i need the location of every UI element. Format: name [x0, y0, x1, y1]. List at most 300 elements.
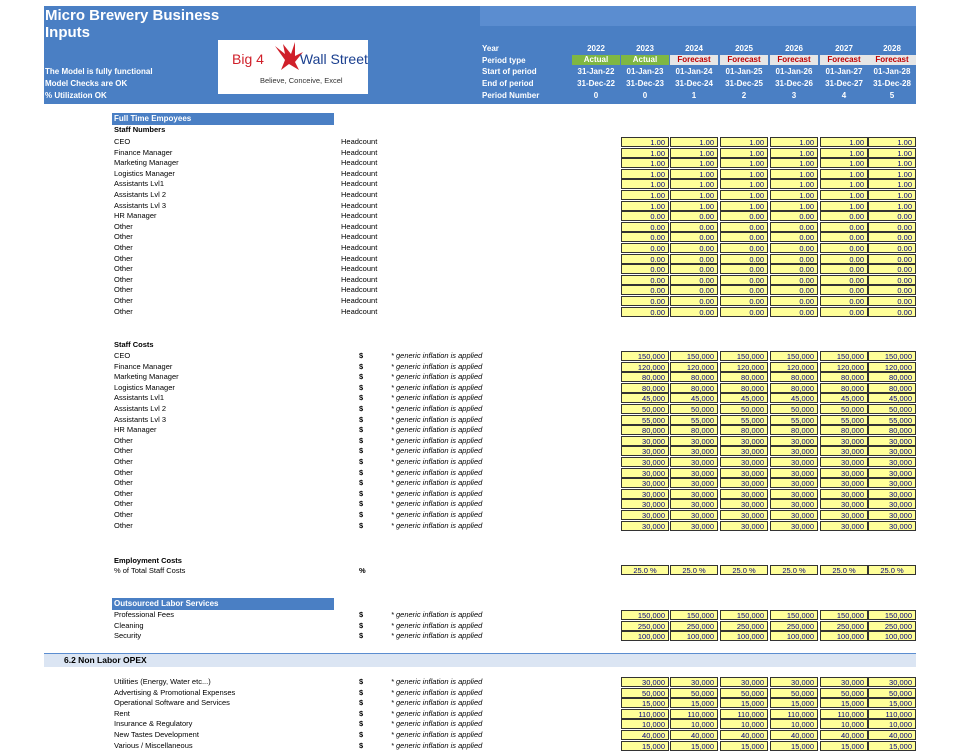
headcount-input-cell[interactable]: 0.00 [820, 285, 868, 295]
staff-cost-input-cell[interactable]: 80,000 [868, 383, 916, 393]
headcount-input-cell[interactable]: 1.00 [670, 190, 718, 200]
headcount-input-cell[interactable]: 0.00 [820, 211, 868, 221]
headcount-input-cell[interactable]: 0.00 [770, 254, 818, 264]
outsourced-input-cell[interactable]: 150,000 [720, 610, 768, 620]
employment-cost-input-cell[interactable]: 25.0 % [621, 565, 669, 575]
outsourced-input-cell[interactable]: 150,000 [770, 610, 818, 620]
inflation-note: * generic inflation is applied [391, 382, 483, 392]
end-date-cell: 31-Dec-28 [873, 79, 911, 88]
staff-cost-input-cell[interactable]: 150,000 [670, 351, 718, 361]
staff-cost-input-cell[interactable]: 80,000 [720, 372, 768, 382]
opex-input-cell[interactable]: 15,000 [670, 698, 718, 708]
headcount-input-cell[interactable]: 1.00 [670, 201, 718, 211]
staff-cost-input-cell[interactable]: 55,000 [770, 415, 818, 425]
headcount-input-cell[interactable]: 0.00 [670, 222, 718, 232]
opex-input-cell[interactable]: 15,000 [820, 741, 868, 751]
staff-cost-input-cell[interactable]: 30,000 [670, 457, 718, 467]
outsourced-input-cell[interactable]: 250,000 [820, 621, 868, 631]
staff-cost-input-cell[interactable]: 150,000 [820, 351, 868, 361]
opex-input-cell[interactable]: 15,000 [868, 741, 916, 751]
opex-input-cell[interactable]: 50,000 [621, 688, 669, 698]
opex-input-cell[interactable]: 15,000 [868, 698, 916, 708]
opex-input-cell[interactable]: 15,000 [720, 741, 768, 751]
employment-cost-input-cell[interactable]: 25.0 % [868, 565, 916, 575]
staff-cost-input-cell[interactable]: 30,000 [720, 499, 768, 509]
opex-input-cell[interactable]: 10,000 [621, 719, 669, 729]
employment-cost-input-cell[interactable]: 25.0 % [720, 565, 768, 575]
staff-cost-input-cell[interactable]: 30,000 [670, 468, 718, 478]
headcount-input-cell[interactable]: 0.00 [720, 296, 768, 306]
headcount-input-cell[interactable]: 1.00 [820, 201, 868, 211]
headcount-input-cell[interactable]: 1.00 [770, 190, 818, 200]
staff-cost-input-cell[interactable]: 30,000 [868, 499, 916, 509]
staff-cost-input-cell[interactable]: 30,000 [770, 457, 818, 467]
staff-cost-input-cell[interactable]: 120,000 [621, 362, 669, 372]
staff-cost-input-cell[interactable]: 45,000 [868, 393, 916, 403]
headcount-input-cell[interactable]: 1.00 [868, 169, 916, 179]
headcount-input-cell[interactable]: 0.00 [720, 254, 768, 264]
staff-cost-input-cell[interactable]: 30,000 [720, 468, 768, 478]
staff-cost-input-cell[interactable]: 80,000 [621, 383, 669, 393]
staff-cost-input-cell[interactable]: 80,000 [670, 425, 718, 435]
staff-cost-input-cell[interactable]: 80,000 [820, 383, 868, 393]
headcount-input-cell[interactable]: 1.00 [670, 148, 718, 158]
headcount-input-cell[interactable]: 1.00 [621, 148, 669, 158]
staff-cost-input-cell[interactable]: 30,000 [670, 446, 718, 456]
headcount-input-cell[interactable]: 0.00 [670, 232, 718, 242]
headcount-input-cell[interactable]: 1.00 [868, 190, 916, 200]
headcount-input-cell[interactable]: 0.00 [770, 232, 818, 242]
opex-input-cell[interactable]: 30,000 [621, 677, 669, 687]
headcount-input-cell[interactable]: 0.00 [868, 285, 916, 295]
headcount-input-cell[interactable]: 0.00 [820, 254, 868, 264]
opex-input-cell[interactable]: 30,000 [820, 677, 868, 687]
staff-cost-input-cell[interactable]: 30,000 [868, 521, 916, 531]
period-type-cell: Forecast [670, 55, 718, 65]
opex-input-cell[interactable]: 40,000 [621, 730, 669, 740]
headcount-input-cell[interactable]: 0.00 [621, 211, 669, 221]
headcount-input-cell[interactable]: 1.00 [868, 179, 916, 189]
inflation-note: * generic inflation is applied [391, 510, 483, 519]
headcount-input-cell[interactable]: 0.00 [770, 307, 818, 317]
staff-cost-input-cell[interactable]: 30,000 [670, 510, 718, 520]
staff-cost-input-cell[interactable]: 45,000 [670, 393, 718, 403]
staff-cost-input-cell[interactable]: 50,000 [720, 404, 768, 414]
staff-cost-input-cell[interactable]: 30,000 [868, 510, 916, 520]
period-type-cell: Actual [621, 55, 669, 65]
staff-cost-input-cell[interactable]: 30,000 [670, 478, 718, 488]
headcount-input-cell[interactable]: 0.00 [770, 296, 818, 306]
headcount-input-cell[interactable]: 0.00 [720, 307, 768, 317]
headcount-input-cell[interactable]: 0.00 [770, 211, 818, 221]
opex-input-cell[interactable]: 40,000 [670, 730, 718, 740]
staff-cost-input-cell[interactable]: 45,000 [720, 393, 768, 403]
opex-input-cell[interactable]: 30,000 [720, 677, 768, 687]
staff-cost-input-cell[interactable]: 80,000 [770, 425, 818, 435]
staff-cost-input-cell[interactable]: 55,000 [670, 415, 718, 425]
headcount-input-cell[interactable]: 0.00 [820, 264, 868, 274]
headcount-input-cell[interactable]: 0.00 [720, 222, 768, 232]
currency-symbol: $ [359, 467, 364, 477]
employment-cost-input-cell[interactable]: 25.0 % [820, 565, 868, 575]
opex-input-cell[interactable]: 50,000 [820, 688, 868, 698]
outsourced-input-cell[interactable]: 150,000 [868, 610, 916, 620]
staff-cost-input-cell[interactable]: 120,000 [820, 362, 868, 372]
staff-cost-input-cell[interactable]: 30,000 [868, 436, 916, 446]
staff-cost-input-cell[interactable]: 30,000 [720, 436, 768, 446]
opex-input-cell[interactable]: 15,000 [770, 698, 818, 708]
headcount-input-cell[interactable]: 0.00 [670, 211, 718, 221]
headcount-input-cell[interactable]: 0.00 [868, 232, 916, 242]
staff-cost-input-cell[interactable]: 45,000 [820, 393, 868, 403]
headcount-input-cell[interactable]: 0.00 [868, 307, 916, 317]
employment-cost-input-cell[interactable]: 25.0 % [770, 565, 818, 575]
headcount-input-cell[interactable]: 1.00 [720, 158, 768, 168]
staff-cost-input-cell[interactable]: 30,000 [868, 489, 916, 499]
staff-cost-input-cell[interactable]: 80,000 [621, 425, 669, 435]
currency-symbol: $ [359, 382, 364, 392]
headcount-input-cell[interactable]: 0.00 [621, 232, 669, 242]
headcount-input-cell[interactable]: 0.00 [770, 285, 818, 295]
staff-cost-input-cell[interactable]: 50,000 [670, 404, 718, 414]
staff-cost-input-cell[interactable]: 30,000 [670, 489, 718, 499]
headcount-input-cell[interactable]: 0.00 [720, 275, 768, 285]
outsourced-input-cell[interactable]: 100,000 [770, 631, 818, 641]
staff-cost-input-cell[interactable]: 150,000 [720, 351, 768, 361]
staff-cost-input-cell[interactable]: 30,000 [770, 499, 818, 509]
headcount-input-cell[interactable]: 1.00 [770, 158, 818, 168]
start-date-cell: 01-Jan-24 [675, 67, 713, 76]
headcount-input-cell[interactable]: 0.00 [621, 222, 669, 232]
opex-input-cell[interactable]: 110,000 [621, 709, 669, 719]
headcount-input-cell[interactable]: 0.00 [720, 243, 768, 253]
staff-cost-row-label: Other [114, 499, 133, 509]
staff-cost-input-cell[interactable]: 80,000 [720, 383, 768, 393]
headcount-input-cell[interactable]: 0.00 [621, 254, 669, 264]
staff-cost-input-cell[interactable]: 150,000 [621, 351, 669, 361]
opex-input-cell[interactable]: 110,000 [720, 709, 768, 719]
staff-cost-input-cell[interactable]: 30,000 [820, 499, 868, 509]
staff-cost-input-cell[interactable]: 80,000 [820, 425, 868, 435]
headcount-input-cell[interactable]: 0.00 [868, 254, 916, 264]
staff-cost-input-cell[interactable]: 30,000 [621, 457, 669, 467]
staff-cost-input-cell[interactable]: 30,000 [868, 478, 916, 488]
staff-cost-input-cell[interactable]: 150,000 [868, 351, 916, 361]
headcount-input-cell[interactable]: 1.00 [720, 169, 768, 179]
start-period-label: Start of period [482, 67, 537, 76]
headcount-input-cell[interactable]: 0.00 [868, 275, 916, 285]
headcount-input-cell[interactable]: 1.00 [820, 179, 868, 189]
staff-cost-input-cell[interactable]: 120,000 [720, 362, 768, 372]
staff-cost-input-cell[interactable]: 120,000 [770, 362, 818, 372]
headcount-input-cell[interactable]: 1.00 [621, 190, 669, 200]
staff-cost-input-cell[interactable]: 50,000 [868, 404, 916, 414]
headcount-input-cell[interactable]: 0.00 [820, 243, 868, 253]
currency-symbol: $ [359, 435, 364, 445]
outsourced-input-cell[interactable]: 100,000 [670, 631, 718, 641]
outsourced-input-cell[interactable]: 250,000 [670, 621, 718, 631]
headcount-input-cell[interactable]: 1.00 [670, 169, 718, 179]
staff-cost-input-cell[interactable]: 80,000 [868, 425, 916, 435]
staff-cost-input-cell[interactable]: 30,000 [820, 510, 868, 520]
headcount-input-cell[interactable]: 0.00 [621, 275, 669, 285]
staff-cost-input-cell[interactable]: 30,000 [720, 510, 768, 520]
outsourced-row-label: Security [114, 631, 142, 641]
opex-input-cell[interactable]: 15,000 [621, 698, 669, 708]
headcount-input-cell[interactable]: 0.00 [820, 296, 868, 306]
staff-cost-input-cell[interactable]: 30,000 [670, 436, 718, 446]
opex-input-cell[interactable]: 10,000 [720, 719, 768, 729]
opex-input-cell[interactable]: 15,000 [820, 698, 868, 708]
staff-cost-input-cell[interactable]: 50,000 [770, 404, 818, 414]
headcount-input-cell[interactable]: 0.00 [670, 296, 718, 306]
staff-cost-input-cell[interactable]: 80,000 [670, 383, 718, 393]
opex-input-cell[interactable]: 110,000 [820, 709, 868, 719]
headcount-input-cell[interactable]: 1.00 [868, 201, 916, 211]
currency-symbol: $ [359, 457, 364, 466]
opex-input-cell[interactable]: 50,000 [770, 688, 818, 698]
opex-input-cell[interactable]: 15,000 [770, 741, 818, 751]
staff-cost-input-cell[interactable]: 30,000 [820, 468, 868, 478]
staff-cost-input-cell[interactable]: 80,000 [820, 372, 868, 382]
headcount-input-cell[interactable]: 1.00 [770, 201, 818, 211]
staff-cost-input-cell[interactable]: 30,000 [720, 478, 768, 488]
headcount-input-cell[interactable]: 1.00 [720, 201, 768, 211]
opex-input-cell[interactable]: 110,000 [868, 709, 916, 719]
headcount-input-cell[interactable]: 0.00 [670, 307, 718, 317]
opex-row-label: Various / Miscellaneous [114, 740, 193, 750]
currency-symbol: $ [359, 404, 364, 413]
headcount-input-cell[interactable]: 1.00 [720, 190, 768, 200]
headcount-input-cell[interactable]: 1.00 [621, 201, 669, 211]
headcount-input-cell[interactable]: 1.00 [820, 190, 868, 200]
staff-cost-input-cell[interactable]: 30,000 [820, 478, 868, 488]
staff-cost-input-cell[interactable]: 80,000 [770, 372, 818, 382]
headcount-input-cell[interactable]: 1.00 [720, 179, 768, 189]
headcount-input-cell[interactable]: 1.00 [820, 169, 868, 179]
staff-cost-input-cell[interactable]: 30,000 [621, 446, 669, 456]
headcount-input-cell[interactable]: 0.00 [720, 264, 768, 274]
staff-cost-input-cell[interactable]: 30,000 [770, 510, 818, 520]
headcount-input-cell[interactable]: 0.00 [621, 243, 669, 253]
opex-input-cell[interactable]: 10,000 [670, 719, 718, 729]
staff-cost-input-cell[interactable]: 80,000 [720, 425, 768, 435]
staff-cost-input-cell[interactable]: 30,000 [770, 521, 818, 531]
outsourced-input-cell[interactable]: 250,000 [868, 621, 916, 631]
staff-cost-input-cell[interactable]: 80,000 [670, 372, 718, 382]
outsourced-input-cell[interactable]: 150,000 [820, 610, 868, 620]
opex-input-cell[interactable]: 50,000 [720, 688, 768, 698]
outsourced-input-cell[interactable]: 150,000 [670, 610, 718, 620]
headcount-input-cell[interactable]: 0.00 [820, 222, 868, 232]
outsourced-input-cell[interactable]: 150,000 [621, 610, 669, 620]
staff-cost-input-cell[interactable]: 80,000 [868, 372, 916, 382]
staff-cost-input-cell[interactable]: 80,000 [621, 372, 669, 382]
headcount-input-cell[interactable]: 0.00 [820, 275, 868, 285]
headcount-input-cell[interactable]: 1.00 [770, 137, 818, 147]
opex-input-cell[interactable]: 30,000 [670, 677, 718, 687]
headcount-input-cell[interactable]: 0.00 [720, 285, 768, 295]
headcount-input-cell[interactable]: 0.00 [621, 264, 669, 274]
headcount-input-cell[interactable]: 1.00 [770, 148, 818, 158]
headcount-input-cell[interactable]: 1.00 [868, 158, 916, 168]
opex-input-cell[interactable]: 110,000 [770, 709, 818, 719]
headcount-input-cell[interactable]: 0.00 [670, 275, 718, 285]
period-type-label: Period type [482, 56, 526, 65]
opex-input-cell[interactable]: 50,000 [670, 688, 718, 698]
staff-cost-input-cell[interactable]: 30,000 [720, 446, 768, 456]
outsourced-input-cell[interactable]: 100,000 [621, 631, 669, 641]
staff-cost-input-cell[interactable]: 45,000 [770, 393, 818, 403]
headcount-input-cell[interactable]: 0.00 [621, 307, 669, 317]
headcount-input-cell[interactable]: 0.00 [868, 211, 916, 221]
staff-cost-input-cell[interactable]: 55,000 [820, 415, 868, 425]
headcount-input-cell[interactable]: 1.00 [621, 179, 669, 189]
outsourced-input-cell[interactable]: 250,000 [720, 621, 768, 631]
period-number-cell: 5 [889, 91, 895, 100]
outsourced-input-cell[interactable]: 100,000 [820, 631, 868, 641]
headcount-input-cell[interactable]: 0.00 [820, 232, 868, 242]
opex-input-cell[interactable]: 10,000 [868, 719, 916, 729]
headcount-input-cell[interactable]: 0.00 [770, 264, 818, 274]
headcount-input-cell[interactable]: 0.00 [868, 264, 916, 274]
headcount-input-cell[interactable]: 0.00 [770, 243, 818, 253]
headcount-input-cell[interactable]: 0.00 [720, 232, 768, 242]
percent-unit: % [359, 566, 366, 575]
staff-cost-input-cell[interactable]: 55,000 [868, 415, 916, 425]
headcount-input-cell[interactable]: 0.00 [670, 254, 718, 264]
staff-cost-input-cell[interactable]: 30,000 [621, 436, 669, 446]
headcount-input-cell[interactable]: 0.00 [621, 296, 669, 306]
headcount-input-cell[interactable]: 0.00 [820, 307, 868, 317]
opex-input-cell[interactable]: 40,000 [770, 730, 818, 740]
logo-tagline: Believe, Conceive, Excel [260, 76, 343, 85]
staff-cost-input-cell[interactable]: 30,000 [868, 457, 916, 467]
headcount-input-cell[interactable]: 1.00 [670, 137, 718, 147]
headcount-input-cell[interactable]: 0.00 [868, 222, 916, 232]
staff-cost-input-cell[interactable]: 30,000 [621, 499, 669, 509]
currency-symbol: $ [359, 610, 364, 619]
staff-cost-input-cell[interactable]: 30,000 [670, 499, 718, 509]
opex-input-cell[interactable]: 30,000 [868, 677, 916, 687]
headcount-input-cell[interactable]: 1.00 [820, 148, 868, 158]
headcount-input-cell[interactable]: 0.00 [868, 243, 916, 253]
staff-cost-input-cell[interactable]: 30,000 [868, 468, 916, 478]
staff-cost-input-cell[interactable]: 30,000 [868, 446, 916, 456]
period-number-cell: 3 [791, 91, 797, 100]
outsourced-input-cell[interactable]: 100,000 [720, 631, 768, 641]
staff-cost-input-cell[interactable]: 30,000 [770, 436, 818, 446]
headcount-input-cell[interactable]: 1.00 [770, 169, 818, 179]
headcount-unit: Headcount [341, 274, 378, 284]
staff-cost-input-cell[interactable]: 50,000 [820, 404, 868, 414]
staff-cost-input-cell[interactable]: 30,000 [621, 510, 669, 520]
staff-cost-input-cell[interactable]: 30,000 [670, 521, 718, 531]
headcount-input-cell[interactable]: 0.00 [670, 264, 718, 274]
opex-input-cell[interactable]: 15,000 [720, 698, 768, 708]
opex-input-cell[interactable]: 50,000 [868, 688, 916, 698]
staff-cost-input-cell[interactable]: 30,000 [720, 521, 768, 531]
outsourced-input-cell[interactable]: 250,000 [770, 621, 818, 631]
opex-input-cell[interactable]: 15,000 [670, 741, 718, 751]
headcount-input-cell[interactable]: 1.00 [621, 169, 669, 179]
staff-cost-input-cell[interactable]: 55,000 [621, 415, 669, 425]
company-logo [218, 40, 368, 94]
opex-input-cell[interactable]: 40,000 [868, 730, 916, 740]
headcount-input-cell[interactable]: 1.00 [621, 137, 669, 147]
headcount-input-cell[interactable]: 1.00 [820, 158, 868, 168]
headcount-input-cell[interactable]: 0.00 [720, 211, 768, 221]
headcount-input-cell[interactable]: 1.00 [770, 179, 818, 189]
staff-cost-input-cell[interactable]: 50,000 [621, 404, 669, 414]
outsourced-input-cell[interactable]: 100,000 [868, 631, 916, 641]
staff-cost-input-cell[interactable]: 30,000 [770, 478, 818, 488]
headcount-row-label: Other [114, 285, 133, 295]
headcount-input-cell[interactable]: 1.00 [868, 137, 916, 147]
staff-cost-input-cell[interactable]: 30,000 [820, 489, 868, 499]
staff-cost-input-cell[interactable]: 30,000 [820, 521, 868, 531]
staff-cost-input-cell[interactable]: 30,000 [820, 446, 868, 456]
outsourced-row-label: Cleaning [114, 620, 144, 630]
headcount-input-cell[interactable]: 0.00 [770, 275, 818, 285]
staff-cost-input-cell[interactable]: 30,000 [621, 478, 669, 488]
staff-cost-input-cell[interactable]: 30,000 [720, 457, 768, 467]
opex-input-cell[interactable]: 40,000 [720, 730, 768, 740]
staff-cost-input-cell[interactable]: 30,000 [770, 489, 818, 499]
staff-cost-input-cell[interactable]: 30,000 [770, 468, 818, 478]
staff-cost-input-cell[interactable]: 80,000 [770, 383, 818, 393]
staff-cost-input-cell[interactable]: 30,000 [820, 457, 868, 467]
opex-input-cell[interactable]: 40,000 [820, 730, 868, 740]
opex-row-label: Insurance & Regulatory [114, 719, 193, 729]
staff-cost-input-cell[interactable]: 45,000 [621, 393, 669, 403]
headcount-input-cell[interactable]: 1.00 [720, 137, 768, 147]
outsourced-input-cell[interactable]: 250,000 [621, 621, 669, 631]
opex-input-cell[interactable]: 30,000 [770, 677, 818, 687]
staff-cost-input-cell[interactable]: 30,000 [720, 489, 768, 499]
employment-costs-title: Employment Costs [114, 556, 182, 565]
opex-input-cell[interactable]: 10,000 [820, 719, 868, 729]
staff-cost-input-cell[interactable]: 30,000 [770, 446, 818, 456]
staff-cost-input-cell[interactable]: 150,000 [770, 351, 818, 361]
headcount-input-cell[interactable]: 1.00 [670, 158, 718, 168]
headcount-unit: Headcount [341, 168, 378, 178]
headcount-input-cell[interactable]: 0.00 [868, 296, 916, 306]
staff-cost-input-cell[interactable]: 55,000 [720, 415, 768, 425]
headcount-input-cell[interactable]: 1.00 [868, 148, 916, 158]
headcount-input-cell[interactable]: 0.00 [770, 222, 818, 232]
opex-input-cell[interactable]: 110,000 [670, 709, 718, 719]
headcount-input-cell[interactable]: 1.00 [621, 158, 669, 168]
headcount-input-cell[interactable]: 1.00 [820, 137, 868, 147]
opex-input-cell[interactable]: 10,000 [770, 719, 818, 729]
headcount-input-cell[interactable]: 1.00 [720, 148, 768, 158]
headcount-input-cell[interactable]: 0.00 [670, 285, 718, 295]
staff-cost-input-cell[interactable]: 120,000 [670, 362, 718, 372]
headcount-input-cell[interactable]: 0.00 [621, 285, 669, 295]
staff-cost-input-cell[interactable]: 30,000 [820, 436, 868, 446]
employment-cost-input-cell[interactable]: 25.0 % [670, 565, 718, 575]
staff-cost-input-cell[interactable]: 120,000 [868, 362, 916, 372]
opex-input-cell[interactable]: 15,000 [621, 741, 669, 751]
staff-cost-input-cell[interactable]: 30,000 [621, 468, 669, 478]
staff-cost-input-cell[interactable]: 30,000 [621, 489, 669, 499]
staff-cost-input-cell[interactable]: 30,000 [621, 521, 669, 531]
headcount-input-cell[interactable]: 0.00 [670, 243, 718, 253]
staff-cost-row-label: Other [114, 520, 133, 530]
currency-symbol: $ [359, 488, 364, 498]
headcount-input-cell[interactable]: 1.00 [670, 179, 718, 189]
